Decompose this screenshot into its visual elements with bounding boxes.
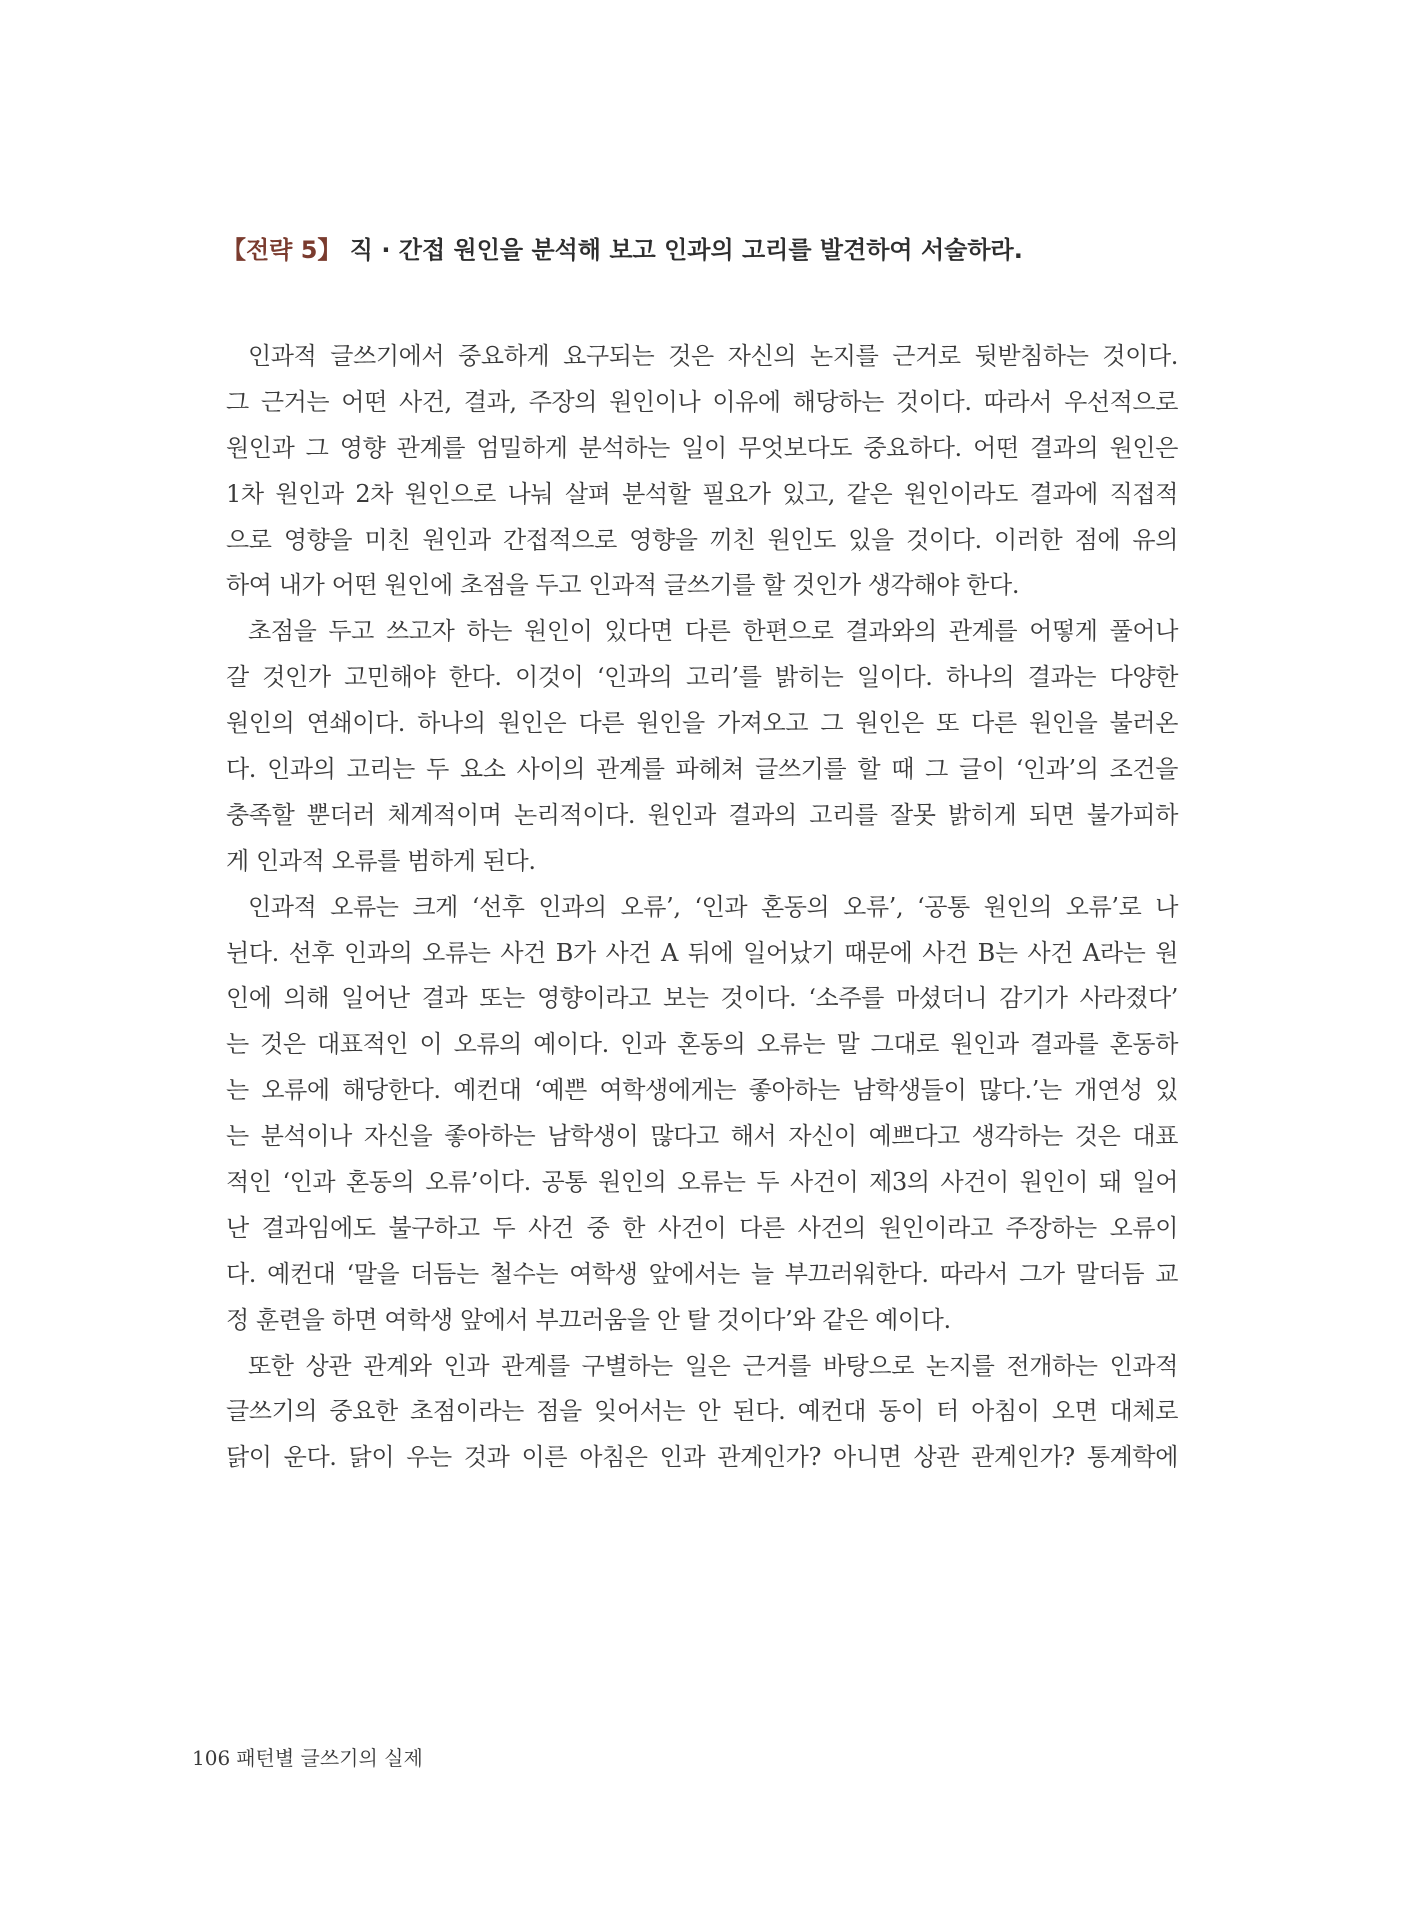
paragraph-line: 원인의 연쇄이다. 하나의 원인은 다른 원인을 가져오고 그 원인은 또 다른 원인을 불러온 — [226, 709, 1178, 738]
paragraph-line: 또한 상관 관계와 인과 관계를 구별하는 일은 근거를 바탕으로 논지를 전개하는 인과적 — [248, 1351, 1178, 1380]
paragraph-line: 는 오류에 해당한다. 예컨대 ‘예쁜 여학생에게는 좋아하는 남학생들이 많다.’는 개연성 있 — [226, 1076, 1178, 1105]
paragraph-line: 으로 영향을 미친 원인과 간접적으로 영향을 끼친 원인도 있을 것이다. 이러한 점에 유의 — [226, 525, 1178, 554]
paragraph-line: 적인 ‘인과 혼동의 오류’이다. 공통 원인의 오류는 두 사건이 제3의 사건이 원인이 돼 일어 — [226, 1168, 1178, 1197]
page-number: 106 — [192, 1746, 231, 1770]
paragraph-line: 다. 인과의 고리는 두 요소 사이의 관계를 파헤쳐 글쓰기를 할 때 그 글이 ‘인과’의 조건을 — [226, 755, 1178, 784]
paragraph-line: 인과적 글쓰기에서 중요하게 요구되는 것은 자신의 논지를 근거로 뒷받침하는 것이다. — [248, 342, 1178, 370]
paragraph-line: 그 근거는 어떤 사건, 결과, 주장의 원인이나 이유에 해당하는 것이다. 따라서 우선적으로 — [226, 387, 1178, 416]
paragraph-line: 1차 원인과 2차 원인으로 나눠 살펴 분석할 필요가 있고, 같은 원인이라도 결과에 직접적 — [226, 479, 1178, 508]
paragraph-line: 글쓰기의 중요한 초점이라는 점을 잊어서는 안 된다. 예컨대 동이 터 아침이 오면 대체로 — [226, 1397, 1178, 1426]
paragraph-line: 초점을 두고 쓰고자 하는 원인이 있다면 다른 한편으로 결과와의 관계를 어떻게 풀어나 — [248, 617, 1178, 646]
page-footer — [192, 1745, 423, 1771]
paragraph-line: 인에 의해 일어난 결과 또는 영향이라고 보는 것이다. ‘소주를 마셨더니 감기가 사라졌다’ — [226, 984, 1178, 1013]
paragraph-line: 인과적 오류는 크게 ‘선후 인과의 오류’, ‘인과 혼동의 오류’, ‘공통 원인의 오류’로 나 — [248, 892, 1178, 921]
paragraph-line: 닭이 운다. 닭이 우는 것과 이른 아침은 인과 관계인가? 아니면 상관 관계인가? 통계학에 — [226, 1443, 1178, 1472]
paragraph-line: 하여 내가 어떤 원인에 초점을 두고 인과적 글쓰기를 할 것인가 생각해야 한다. — [226, 571, 1020, 600]
paragraph-line: 충족할 뿐더러 체계적이며 논리적이다. 원인과 결과의 고리를 잘못 밝히게 되면 불가피하 — [226, 800, 1178, 829]
paragraph-line: 는 것은 대표적인 이 오류의 예이다. 인과 혼동의 오류는 말 그대로 원인과 결과를 혼동하 — [226, 1030, 1178, 1059]
paragraph-line: 게 인과적 오류를 범하게 된다. — [226, 846, 536, 875]
body-text — [226, 334, 1178, 1481]
strategy-label: 【전략 5】 — [222, 236, 342, 264]
paragraph-line: 정 훈련을 하면 여학생 앞에서 부끄러움을 안 탈 것이다’와 같은 예이다. — [226, 1305, 951, 1334]
strategy-title: 직 · 간접 원인을 분석해 보고 인과의 고리를 발견하여 서술하라. — [349, 236, 1023, 264]
paragraph-line: 원인과 그 영향 관계를 엄밀하게 분석하는 일이 무엇보다도 중요하다. 어떤 결과의 원인은 — [226, 433, 1178, 462]
paragraph-line: 뉜다. 선후 인과의 오류는 사건 B가 사건 A 뒤에 일어났기 때문에 사건 B는 사건 A라는 원 — [226, 938, 1178, 967]
paragraph-line: 는 분석이나 자신을 좋아하는 남학생이 많다고 해서 자신이 예쁘다고 생각하는 것은 대표 — [226, 1122, 1178, 1151]
paragraph-line: 난 결과임에도 불구하고 두 사건 중 한 사건이 다른 사건의 원인이라고 주장하는 오류이 — [226, 1213, 1178, 1242]
book-title: 패턴별 글쓰기의 실제 — [236, 1746, 423, 1770]
paragraph-line: 갈 것인가 고민해야 한다. 이것이 ‘인과의 고리’를 밝히는 일이다. 하나의 결과는 다양한 — [226, 663, 1178, 692]
strategy-heading — [222, 232, 1212, 268]
paragraph-line: 다. 예컨대 ‘말을 더듬는 철수는 여학생 앞에서는 늘 부끄러워한다. 따라서 그가 말더듬 교 — [226, 1259, 1178, 1288]
